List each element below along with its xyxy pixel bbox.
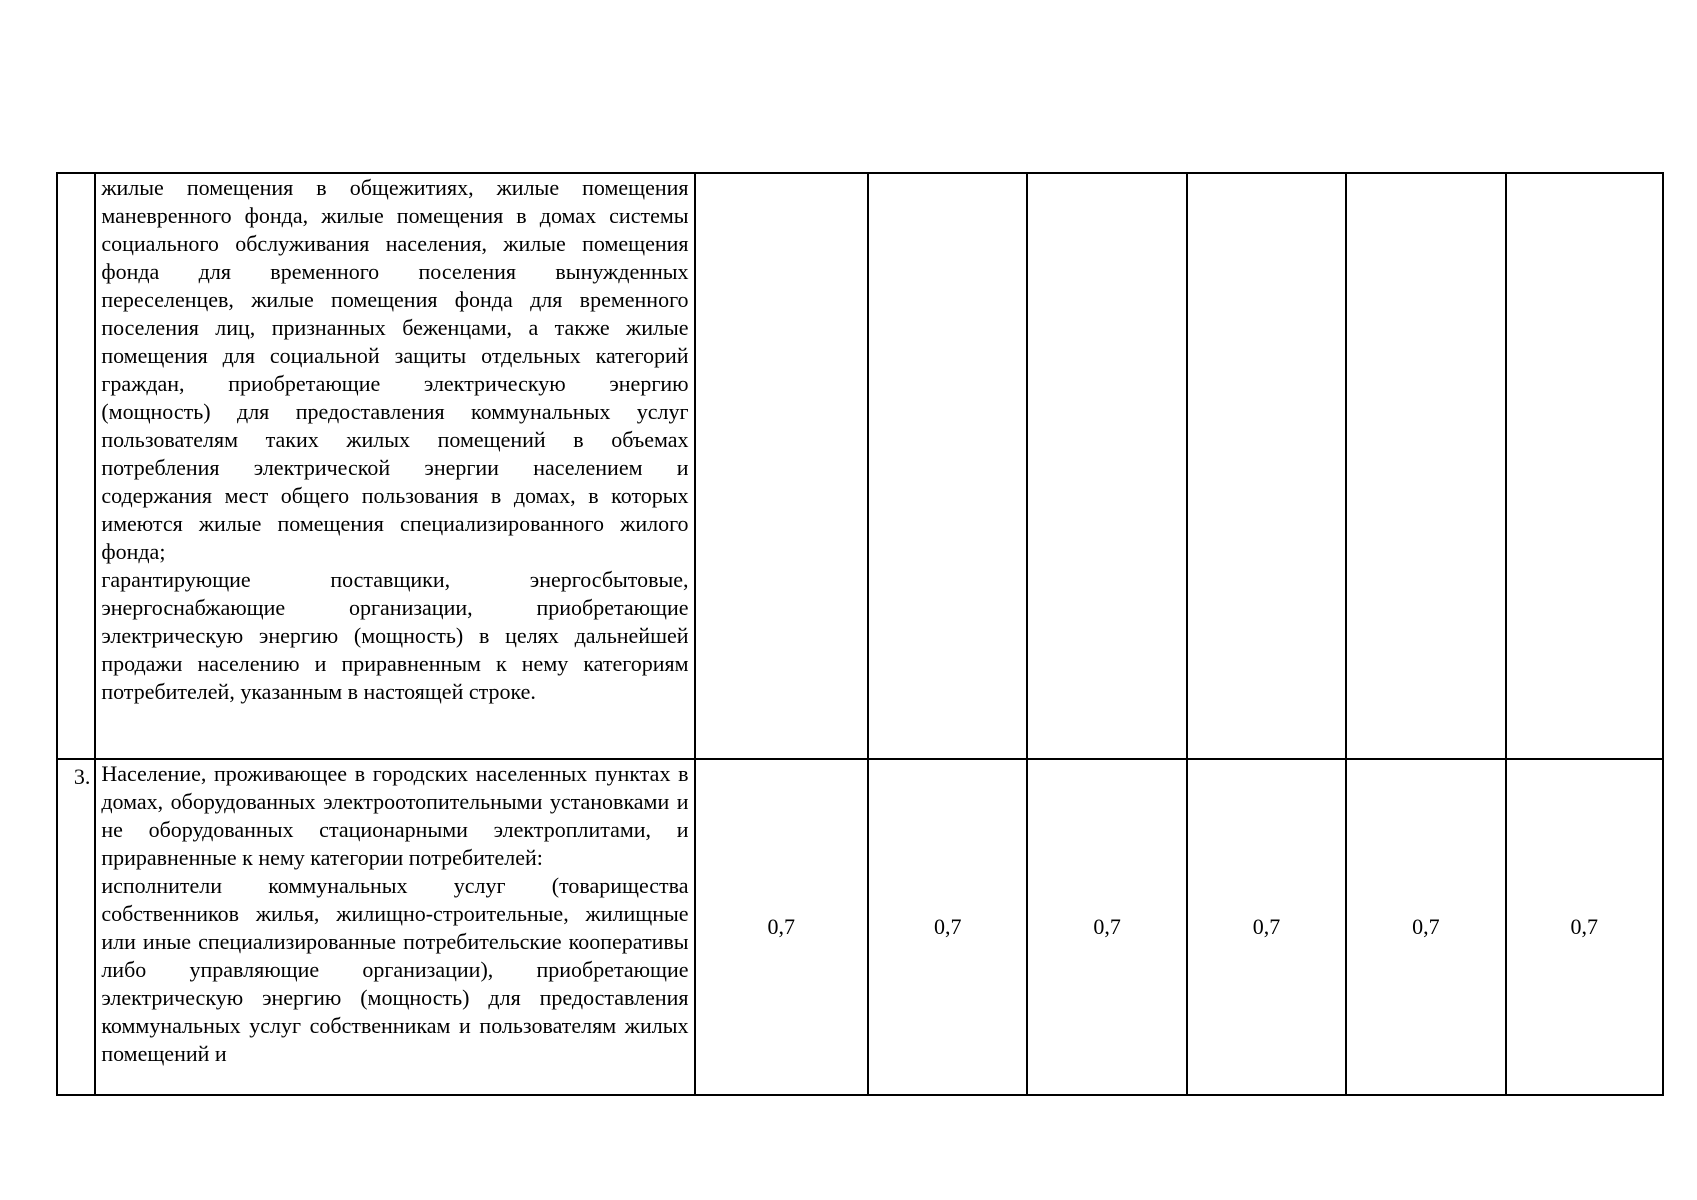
row-number: 3. [57, 759, 95, 1095]
table-row-3 [57, 759, 1663, 1095]
description-paragraph-1: жилые помещения в общежитиях, жилые помещения маневренного фонда, жилые помещения в домах системы социального обслуживания населения, жилые помещения фонда для временного поселения вынужденных переселенцев, жилые помещения фонда для временного поселения лиц, признанных беженцами, а также жилые помещения для социальной защиты отдельных категорий граждан, приобретающие электрическую энергию (мощность) для предоставления коммунальных услуг пользователям таких жилых помещений в объемах потребления электрической энергии населением и содержания мест общего пользования в домах, в которых имеются жилые помещения специализированного жилого фонда; [101, 175, 689, 564]
row-number [57, 173, 95, 759]
value-cell-3: 0,7 [1027, 759, 1186, 1095]
value-cell-2 [868, 173, 1027, 759]
table-row-continued [57, 173, 1663, 759]
value-cell-5 [1346, 173, 1505, 759]
value-cell-3 [1027, 173, 1186, 759]
value-cell-4: 0,7 [1187, 759, 1346, 1095]
description-paragraph-2: исполнители коммунальных услуг (товарищества собственников жилья, жилищно-строительные, жилищные или иные специализированные потребительские кооперативы либо управляющие организации), приобретающие электрическую энергию (мощность) для предоставления коммунальных услуг собственникам и пользователям жилых помещений и [101, 873, 689, 1066]
value-cell-4 [1187, 173, 1346, 759]
value-cell-5: 0,7 [1346, 759, 1505, 1095]
tariff-table [56, 172, 1664, 1096]
description-paragraph-2: гарантирующие поставщики, энергосбытовые, энергоснабжающие организации, приобретающие электрическую энергию (мощность) в целях дальнейшей продажи населению и приравненным к нему категориям потребителей, указанным в настоящей строке. [101, 567, 689, 704]
value-cell-6 [1506, 173, 1663, 759]
value-cell-6: 0,7 [1506, 759, 1663, 1095]
row-description [95, 173, 694, 759]
value-cell-1 [695, 173, 869, 759]
value-cell-1: 0,7 [695, 759, 869, 1095]
value-cell-2: 0,7 [868, 759, 1027, 1095]
description-paragraph-1: Население, проживающее в городских населенных пунктах в домах, оборудованных электроотопительными установками и не оборудованных стационарными электроплитами, и приравненные к нему категории потребителей: [101, 761, 689, 870]
row-description [95, 759, 694, 1095]
